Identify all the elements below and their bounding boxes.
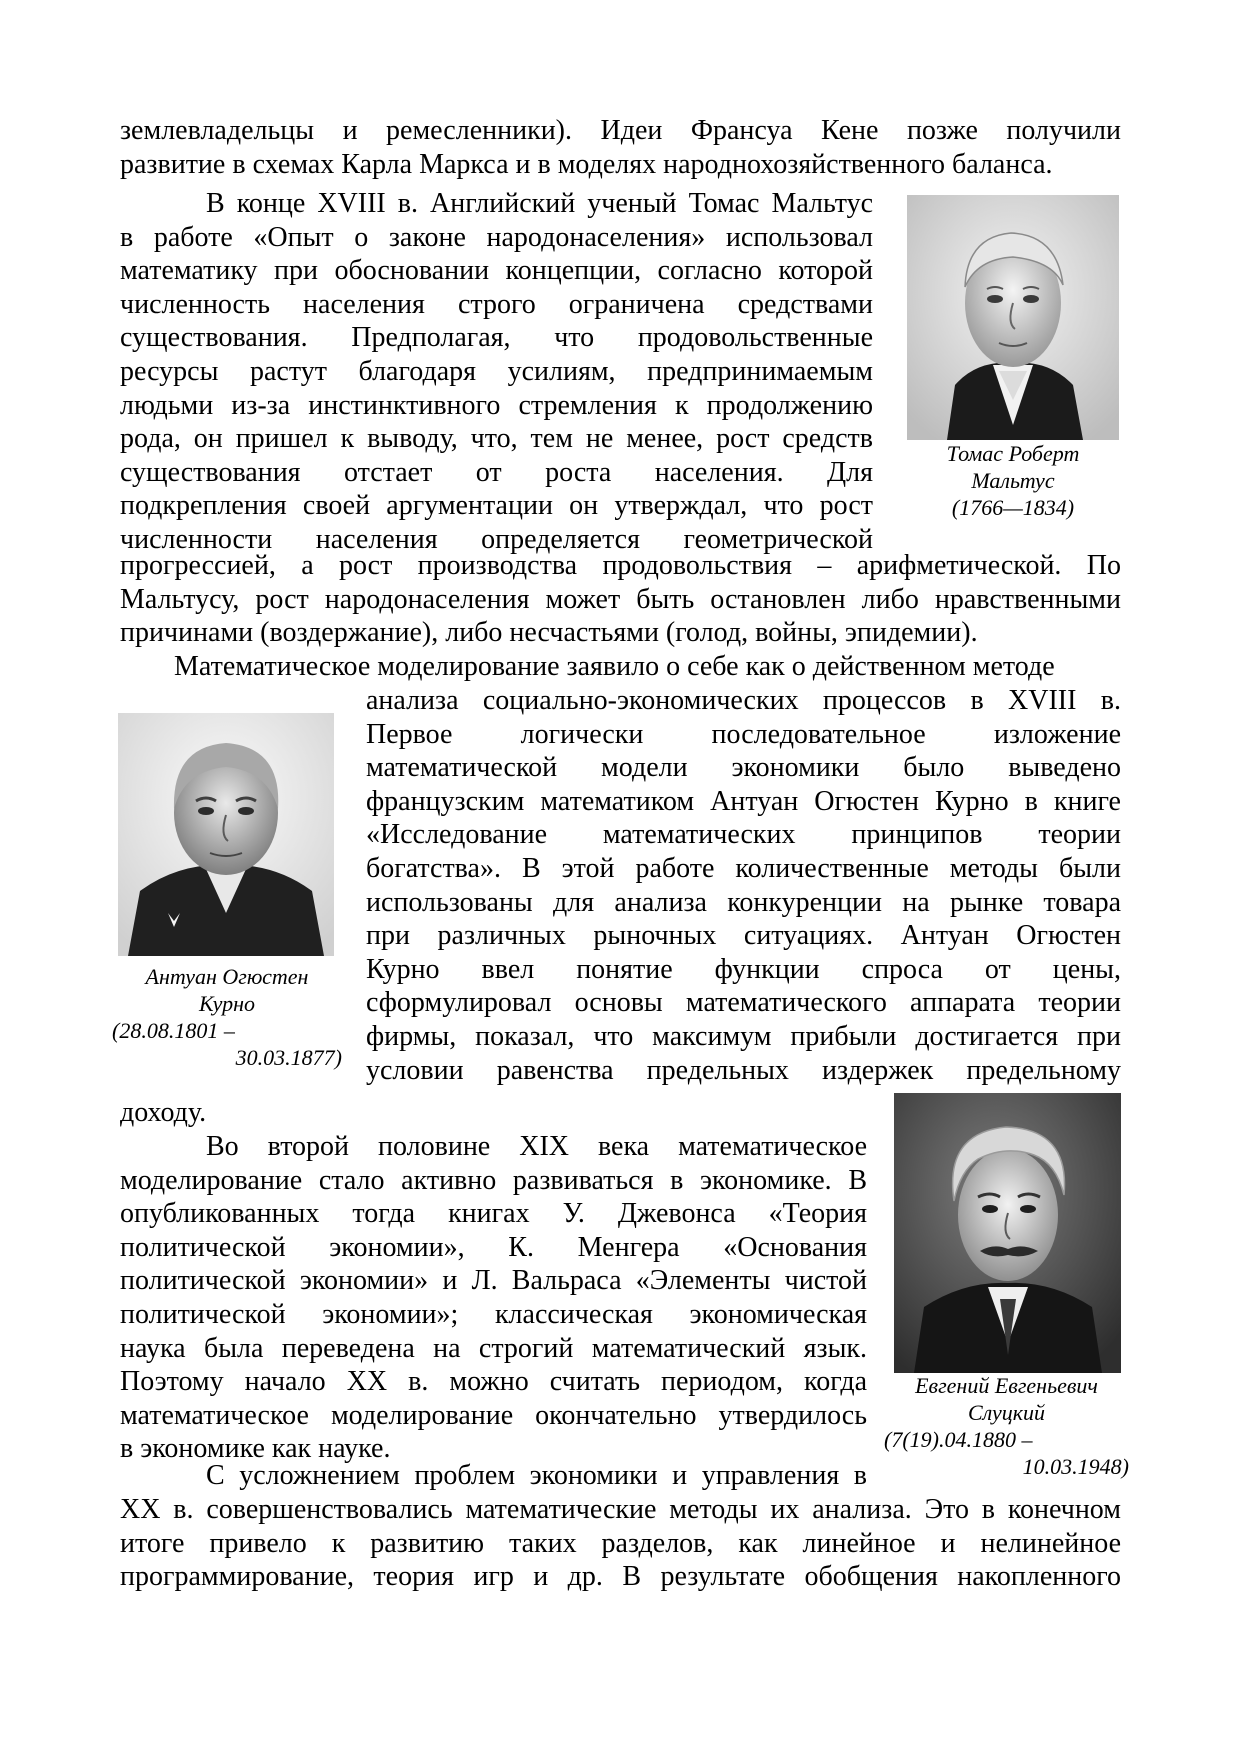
text-line: прогрессией, а рост производства продовольствия – арифметической. По [120,550,1121,581]
text-line: математику при обосновании концепции, согласно которой [120,255,873,287]
text-line: землевладельцы и ремесленники). Идеи Франсуа Кене позже получили [120,115,1121,146]
portrait-malthus-image [907,195,1119,440]
text-line: богатства». В этой работе количественные методы были [366,852,1121,884]
portrait-slutsky [894,1093,1121,1373]
text-line: «Исследование математических принципов теории [366,819,1121,851]
caption-malthus [907,440,1119,521]
caption-line: Евгений Евгеньевич [915,1373,1098,1398]
text-line: математическое моделирование окончательно утвердилось [120,1399,867,1431]
caption-line: Томас Роберт [946,441,1080,466]
text-line: сформулировал основы математического аппарата теории [366,987,1121,1019]
text-line: наука была переведена на строгий математический язык. [120,1332,867,1364]
text-line: Во второй половине XIX века математическое [206,1131,867,1162]
paragraph-malthus [120,187,873,557]
text-line: рода, он пришел к выводу, что, тем не менее, рост средств [120,423,873,455]
text-line: опубликованных тогда книгах У. Джевонса «Теория [120,1198,867,1230]
paragraph-final [120,1493,1121,1594]
text-line: подкрепления своей аргументации он утверждал, что рост [120,490,873,522]
paragraph-malthus-continued [120,549,1121,650]
caption-line: Слуцкий [967,1400,1046,1425]
text-line: Курно ввел понятие функции спроса от цены, [366,953,1121,985]
text-line: использованы для анализа конкуренции на рынке товара [366,886,1121,918]
text-line: XX в. совершенствовались математические методы их анализа. Это в конечном [120,1494,1121,1525]
text-line: С усложнением проблем экономики и управления в [206,1460,867,1491]
caption-line: (1766—1834) [951,495,1075,520]
text-line: в работе «Опыт о законе народонаселения» использовал [120,221,873,253]
text-line: Мальтусу, рост народонаселения может быть остановлен либо нравственными [120,583,1121,615]
text-line: В конце XVIII в. Английский ученый Томас Мальтус [206,188,873,219]
text-line: Первое логически последовательное изложение [366,718,1121,750]
caption-line: Антуан Огюстен [145,964,309,989]
text-line: программирование, теория игр и др. В результате обобщения накопленного [120,1561,1121,1593]
caption-line: Мальтус [971,468,1055,493]
text-line: Математическое моделирование заявило о себе как о действенном методе [174,651,1055,682]
text-line: ресурсы растут благодаря усилиям, предпринимаемым [120,355,873,387]
caption-line: Курно [198,991,256,1016]
caption-line: 30.03.1877) [235,1045,342,1070]
text-line: политической экономии» и Л. Вальраса «Элементы чистой [120,1265,867,1297]
caption-line: 10.03.1948) [1022,1454,1129,1479]
text-line: политической экономии»; классическая экономическая [120,1298,867,1330]
text-line: людьми из-за инстинктивного стремления к продолжению [120,389,873,421]
text-line: моделирование стало активно развиваться в экономике. В [120,1164,867,1196]
text-line: условии равенства предельных издержек предельному [366,1054,1121,1086]
text-line: существования отстает от роста населения. Для [120,456,873,488]
paragraph-cournot [366,684,1121,1087]
caption-cournot [112,963,342,1071]
text-line: существования. Предполагая, что продовольственные [120,322,873,354]
paragraph-intro [120,114,1121,181]
text-line: развитие в схемах Карла Маркса и в моделях народнохозяйственного баланса. [120,148,1053,180]
caption-line: (7(19).04.1880 – [884,1427,1033,1452]
text-line: при различных рыночных ситуациях. Антуан Огюстен [366,920,1121,952]
text-line: анализа социально-экономических процессов в XVIII в. [366,685,1121,716]
text-line: итоге привело к развитию таких разделов, как линейное и нелинейное [120,1527,1121,1559]
caption-line: (28.08.1801 – [112,1018,235,1043]
text-line: причинами (воздержание), либо несчастьями (голод, войны, эпидемии). [120,617,978,649]
portrait-cournot-image [118,713,334,956]
text-line: математической модели экономики было выведено [366,752,1121,784]
portrait-cournot [118,713,334,956]
paragraph-jevons [120,1130,867,1466]
text-line: численности населения определяется геометрической [120,523,873,555]
portrait-slutsky-image [894,1093,1121,1373]
text-line: доходу. [120,1097,207,1128]
text-line: политической экономии», К. Менгера «Основания [120,1231,867,1263]
portrait-malthus [907,195,1119,440]
text-line: Поэтому начало XX в. можно считать периодом, когда [120,1366,867,1398]
paragraph-cournot-lead [120,650,1121,684]
text-line: численность населения строго ограничена средствами [120,288,873,320]
text-line: в экономике как науке. [120,1433,391,1465]
paragraph-final-lead [120,1459,867,1493]
caption-slutsky [884,1372,1129,1480]
text-line: фирмы, показал, что максимум прибыли достигается при [366,1020,1121,1052]
text-line: французским математиком Антуан Огюстен Курно в книге [366,785,1121,817]
